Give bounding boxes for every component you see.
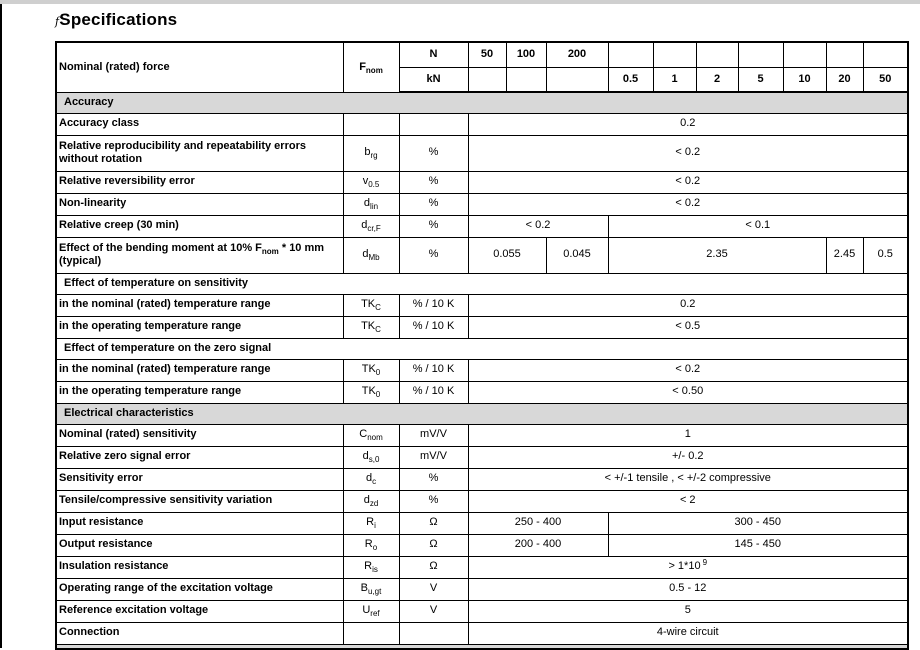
row-symbol-subscript: lin (370, 202, 379, 212)
spec-row (56, 424, 908, 446)
row-symbol-base: R (364, 560, 373, 573)
row-value-text: 1 (684, 428, 691, 441)
row-unit: % / 10 K (399, 359, 468, 381)
row-symbol-subscript: s,0 (368, 455, 380, 465)
spec-row (56, 381, 908, 403)
page-title-text: Specifications (59, 10, 178, 29)
spec-row (56, 316, 908, 338)
row-value-text: 300 - 450 (734, 516, 781, 529)
row-value-text: < +/-1 tensile , < +/-2 compressive (604, 472, 771, 485)
row-value (468, 556, 908, 578)
row-symbol-base: TK (361, 298, 376, 311)
row-value (468, 578, 908, 600)
row-unit: % (399, 193, 468, 215)
row-symbol-subscript: cr,F (367, 224, 381, 234)
spec-row (56, 578, 908, 600)
row-value (468, 468, 908, 490)
row-symbol-base: TK (361, 363, 376, 376)
header-force-n-8 (826, 42, 863, 67)
row-value (468, 359, 908, 381)
row-value (468, 113, 908, 135)
row-symbol-base: U (362, 604, 371, 617)
row-symbol (343, 359, 399, 381)
row-value (608, 512, 908, 534)
row-label (56, 237, 343, 273)
row-value-text: < 0.2 (675, 197, 701, 210)
row-symbol-subscript: C (375, 303, 381, 313)
row-symbol (343, 113, 399, 135)
row-value-text: < 0.2 (675, 363, 701, 376)
row-unit: % (399, 135, 468, 171)
row-symbol (343, 316, 399, 338)
row-unit: Ω (399, 512, 468, 534)
header-fnom-symbol (343, 42, 399, 92)
table-header (56, 42, 908, 92)
row-symbol-subscript: 0.5 (368, 180, 380, 190)
row-value-text: < 0.2 (675, 175, 701, 188)
row-value-text: 2.45 (833, 248, 856, 261)
spec-row (56, 512, 908, 534)
spec-row (56, 215, 908, 237)
row-value (468, 237, 546, 273)
row-value (468, 424, 908, 446)
row-value (826, 237, 863, 273)
specifications-table (55, 41, 909, 650)
row-symbol-subscript: rg (370, 151, 378, 161)
row-symbol (343, 294, 399, 316)
row-value-text: 200 - 400 (514, 538, 562, 551)
row-label: in the operating temperature range (56, 381, 343, 403)
spec-row (56, 237, 908, 273)
row-value (468, 622, 908, 644)
row-value (468, 316, 908, 338)
header-force-kn-6: 5 (738, 67, 783, 92)
row-label: Input resistance (56, 512, 343, 534)
row-value-text: 2.35 (706, 248, 728, 261)
row-symbol-subscript: is (372, 565, 378, 575)
row-value-text: 0.2 (680, 117, 696, 130)
row-label: Connection (56, 622, 343, 644)
partial-label (56, 644, 908, 649)
row-label: Relative reversibility error (56, 171, 343, 193)
row-symbol (343, 512, 399, 534)
row-value-text: < 2 (679, 494, 696, 507)
spec-row (56, 490, 908, 512)
row-value (863, 237, 908, 273)
row-label: Operating range of the excitation voltage (56, 578, 343, 600)
row-label-subscript: nom (261, 247, 279, 256)
row-value-text: < 0.1 (745, 219, 771, 232)
row-symbol (343, 534, 399, 556)
row-label: Nominal (rated) sensitivity (56, 424, 343, 446)
header-force-n-3 (608, 42, 653, 67)
section-label: Electrical characteristics (56, 403, 908, 424)
header-force-kn-5: 2 (696, 67, 738, 92)
spec-row (56, 113, 908, 135)
row-value-text: 5 (684, 604, 691, 617)
row-unit (399, 622, 468, 644)
row-symbol-base: TK (361, 385, 376, 398)
row-symbol-base: B (360, 582, 368, 595)
spec-row (56, 600, 908, 622)
row-value (468, 490, 908, 512)
row-label: Relative creep (30 min) (56, 215, 343, 237)
row-unit: % (399, 468, 468, 490)
row-value (468, 171, 908, 193)
spec-row (56, 534, 908, 556)
row-symbol-base: d (363, 494, 370, 507)
row-label: Insulation resistance (56, 556, 343, 578)
header-force-n-2: 200 (546, 42, 608, 67)
header-force-kn-7: 10 (783, 67, 826, 92)
header-force-kn-3: 0.5 (608, 67, 653, 92)
row-unit: % (399, 490, 468, 512)
row-symbol (343, 193, 399, 215)
row-value-text: 250 - 400 (514, 516, 562, 529)
row-symbol-subscript: zd (369, 499, 379, 509)
row-value-text: 0.2 (680, 298, 696, 311)
row-value (608, 215, 908, 237)
header-row-newton (56, 42, 908, 67)
row-unit (399, 113, 468, 135)
row-symbol (343, 468, 399, 490)
spec-row (56, 135, 908, 171)
row-label: in the operating temperature range (56, 316, 343, 338)
subsection-label: Effect of temperature on sensitivity (56, 273, 908, 294)
row-unit: V (399, 600, 468, 622)
row-value-text: 145 - 450 (734, 538, 781, 551)
row-symbol-base: C (359, 428, 368, 441)
row-symbol-subscript: Mb (368, 253, 380, 263)
subsection-row (56, 273, 908, 294)
row-unit: Ω (399, 556, 468, 578)
row-unit: % (399, 215, 468, 237)
row-unit: V (399, 578, 468, 600)
row-value (468, 600, 908, 622)
partial-row (56, 644, 908, 649)
row-symbol (343, 237, 399, 273)
top-page-divider (0, 0, 920, 4)
row-value-text: 0.045 (563, 248, 591, 261)
header-force-n-9 (863, 42, 908, 67)
row-symbol (343, 381, 399, 403)
header-force-kn-8: 20 (826, 67, 863, 92)
header-force-n-1: 100 (506, 42, 546, 67)
row-symbol-subscript: 0 (375, 368, 381, 378)
row-symbol (343, 556, 399, 578)
row-value-text: 0.055 (493, 248, 521, 261)
row-symbol-subscript: o (372, 543, 378, 553)
row-label: Sensitivity error (56, 468, 343, 490)
spec-row (56, 171, 908, 193)
row-symbol (343, 490, 399, 512)
row-symbol-subscript: ref (370, 609, 380, 619)
row-label: Non-linearity (56, 193, 343, 215)
row-label: Relative zero signal error (56, 446, 343, 468)
row-symbol-base: d (363, 197, 371, 210)
table-body (56, 92, 908, 649)
row-value (468, 215, 608, 237)
row-symbol-subscript: u,gt (368, 587, 382, 597)
title-prefix-glyph: f (55, 15, 60, 28)
row-value-text: < 0.50 (672, 385, 704, 398)
row-symbol-base: d (361, 219, 368, 232)
row-value-text: < 0.5 (675, 320, 701, 333)
row-symbol-subscript: 0 (375, 390, 381, 400)
header-force-kn-1 (506, 67, 546, 92)
row-unit: Ω (399, 534, 468, 556)
header-force-kn-2 (546, 67, 608, 92)
header-force-n-0: 50 (468, 42, 506, 67)
header-force-kn-4: 1 (653, 67, 696, 92)
row-value (608, 237, 826, 273)
row-symbol (343, 215, 399, 237)
row-value (468, 294, 908, 316)
row-value (608, 534, 908, 556)
row-unit: % / 10 K (399, 316, 468, 338)
page-title (55, 10, 177, 30)
row-unit: mV/V (399, 424, 468, 446)
row-label: in the nominal (rated) temperature range (56, 294, 343, 316)
spec-row (56, 446, 908, 468)
row-symbol-subscript: nom (367, 433, 383, 443)
row-symbol (343, 135, 399, 171)
header-force-n-5 (696, 42, 738, 67)
row-unit: mV/V (399, 446, 468, 468)
row-symbol-base: TK (361, 320, 376, 333)
row-unit: % (399, 237, 468, 273)
row-value-text: < 0.2 (675, 146, 701, 159)
row-value (468, 135, 908, 171)
row-unit: % (399, 171, 468, 193)
section-label: Accuracy (56, 92, 908, 113)
row-value-text: 0.5 - 12 (669, 582, 707, 595)
row-symbol-base: b (364, 146, 371, 159)
fnom-symbol-base: F (359, 60, 366, 73)
row-symbol-subscript: i (374, 521, 376, 531)
row-symbol (343, 578, 399, 600)
spec-row (56, 359, 908, 381)
row-label: Tensile/compressive sensitivity variation (56, 490, 343, 512)
row-label: Accuracy class (56, 113, 343, 135)
row-symbol-base: R (366, 516, 375, 529)
header-force-n-6 (738, 42, 783, 67)
header-force-kn-0 (468, 67, 506, 92)
section-row (56, 92, 908, 113)
row-symbol-base: d (365, 472, 373, 485)
row-symbol (343, 424, 399, 446)
row-value-text: < 0.2 (525, 219, 551, 232)
row-value (468, 534, 608, 556)
row-value (468, 512, 608, 534)
left-page-edge (0, 4, 2, 648)
row-label: in the nominal (rated) temperature range (56, 359, 343, 381)
section-row (56, 403, 908, 424)
row-value (468, 381, 908, 403)
row-value-text: +/- 0.2 (672, 450, 704, 463)
row-symbol-subscript: C (375, 325, 381, 335)
row-label: Relative reproducibility and repeatability errors without rotation (56, 135, 343, 171)
header-nominal-force-label: Nominal (rated) force (56, 42, 343, 92)
row-symbol (343, 446, 399, 468)
spec-row (56, 294, 908, 316)
row-symbol (343, 600, 399, 622)
row-symbol (343, 171, 399, 193)
spec-row (56, 622, 908, 644)
row-unit: % / 10 K (399, 381, 468, 403)
row-symbol-base: d (362, 248, 369, 261)
row-value (546, 237, 608, 273)
row-value (468, 193, 908, 215)
spec-row (56, 556, 908, 578)
header-unit-kn: kN (399, 67, 468, 92)
header-force-n-7 (783, 42, 826, 67)
subsection-row (56, 338, 908, 359)
row-symbol (343, 622, 399, 644)
spec-row (56, 193, 908, 215)
header-force-kn-9: 50 (863, 67, 908, 92)
row-label: Output resistance (56, 534, 343, 556)
row-label-post: * 10 mm (typical) (59, 241, 325, 267)
row-symbol-base: d (362, 450, 369, 463)
row-value-text: 4-wire circuit (656, 626, 719, 639)
row-value-superscript: 9 (702, 557, 708, 567)
header-unit-n: N (399, 42, 468, 67)
row-symbol-subscript: c (372, 477, 377, 487)
header-force-n-4 (653, 42, 696, 67)
row-value (468, 446, 908, 468)
fnom-symbol-subscript: nom (365, 65, 383, 75)
row-symbol-base: v (362, 175, 369, 188)
row-value-text: > 1*10 (668, 560, 701, 573)
row-value-text: 0.5 (877, 248, 893, 261)
subsection-label: Effect of temperature on the zero signal (56, 338, 908, 359)
row-label-pre: Effect of the bending moment at 10% F (59, 241, 262, 254)
spec-row (56, 468, 908, 490)
row-label: Reference excitation voltage (56, 600, 343, 622)
row-symbol-base: R (364, 538, 373, 551)
row-unit: % / 10 K (399, 294, 468, 316)
